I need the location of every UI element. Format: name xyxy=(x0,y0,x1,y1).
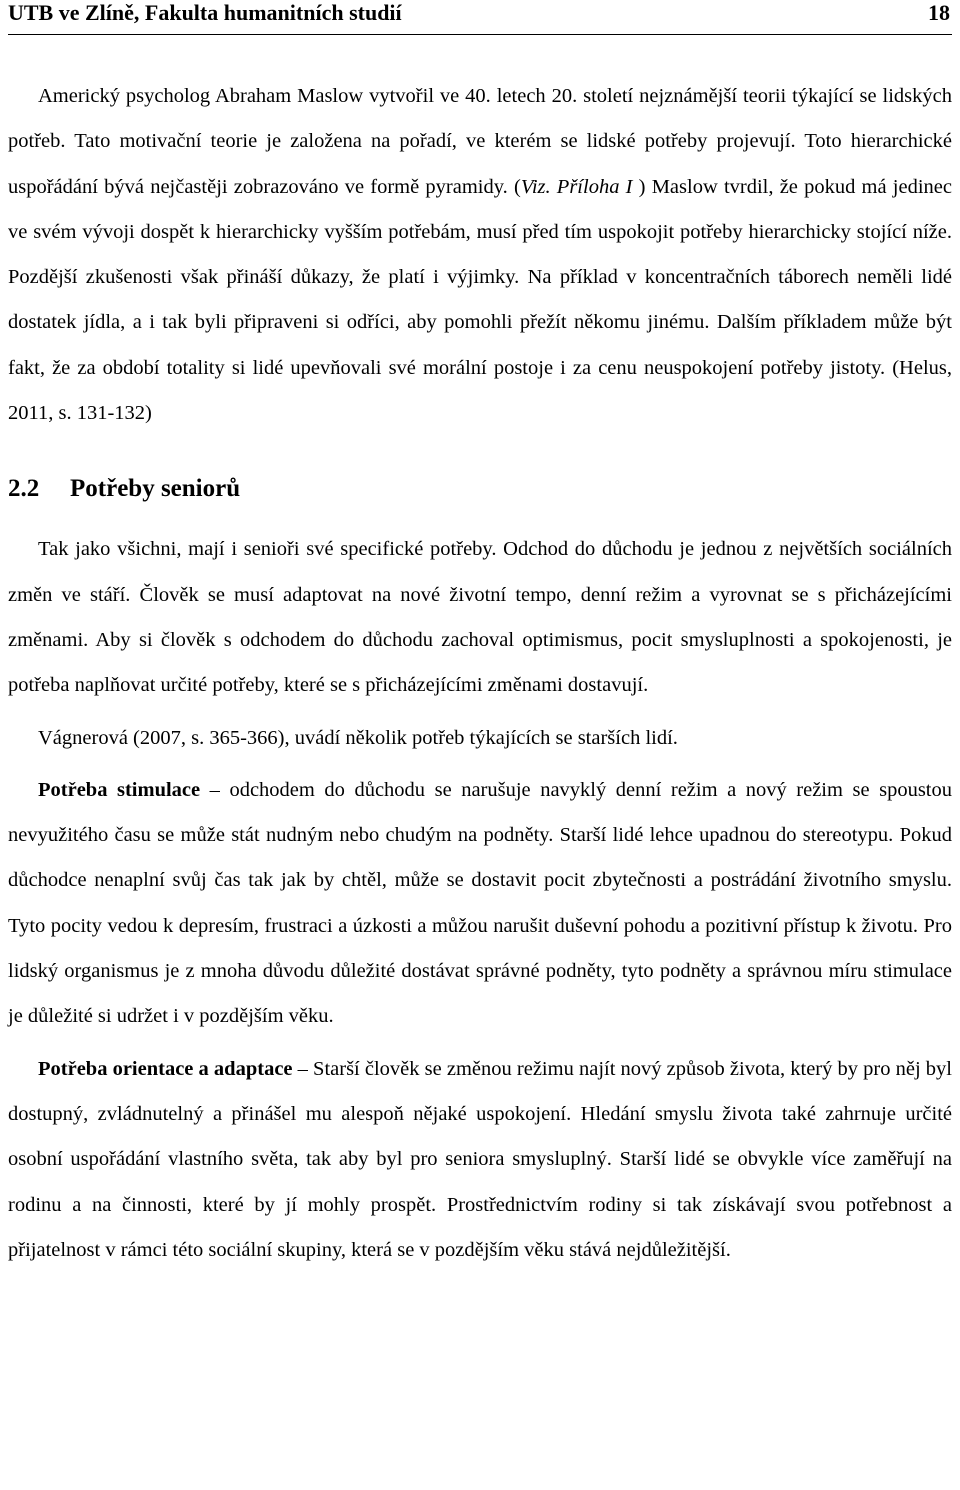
section-title: Potřeby seniorů xyxy=(70,475,241,503)
document-body xyxy=(8,74,952,1273)
orientation-lead: Potřeba orientace a adaptace xyxy=(38,1057,293,1080)
page-header xyxy=(8,0,952,35)
stimulation-text: – odchodem do důchodu se narušuje navyklý denní režim a nový režim se spoustou nevyužitého času se může stát nudným nebo chudým na podněty. Starší lidé lehce upadnou do stereotypu. Pokud důchodce nenaplní svůj čas tak jak by chtěl, může se dostavit pocit zbytečnosti a postrádání životního smyslu. Tyto pocity vedou k depresím, frustraci a úzkosti a můžou narušit duševní pohodu a pozitivní přístup k životu. Pro lidský organismus je z mnoha důvodu důležité dostávat správné podněty, tyto podněty a správnou míru stimulace je důležité si udržet i v pozdějším věku. xyxy=(8,778,953,1028)
paragraph-maslow xyxy=(8,74,952,436)
paragraph-maslow-text-2: ) Maslow tvrdil, že pokud má jedinec ve svém vývoji dospět k hierarchicky vyšším potřebám, musí před tím uspokojit potřeby hierarchicky stojící níže. Pozdější zkušenosti však přináší důkazy, že platí i výjimky. Na příklad v koncentračních táborech neměli lidé dostatek jídla, a i tak byli připraveni si odříci, aby pomohli přežít někomu jinému. Dalším příkladem může být fakt, že za období totality si lidé upevňovali své morální postoje i za cenu neuspokojení potřeby jistoty. (Helus, 2011, s. 131-132) xyxy=(8,175,952,425)
appendix-reference: Viz. Příloha I xyxy=(520,175,633,198)
section-heading xyxy=(8,436,952,520)
header-title: UTB ve Zlíně, Fakulta humanitních studií xyxy=(8,0,402,25)
orientation-text: – Starší člověk se změnou režimu najít nový způsob života, který by pro něj byl dostupný, zvládnutelný a přinášel mu alespoň nějaké uspokojení. Hledání smyslu života také zahrnuje určité osobní uspořádání vlastního světa, tak aby byl pro seniora smysluplný. Starší lidé se obvykle více zaměřují na rodinu a na činnosti, které by jí mohly prospět. Prostřednictvím rodiny si tak získávají svou potřebnost a přijatelnost v rámci této sociální skupiny, která se v pozdějším věku stává nejdůležitější. xyxy=(8,1057,953,1261)
paragraph-senior-needs: Tak jako všichni, mají i senioři své specifické potřeby. Odchod do důchodu je jednou z největších sociálních změn ve stáří. Člověk se musí adaptovat na nové životní tempo, denní režim a vyrovnat se s přicházejícími změnami. Aby si člověk s odchodem do důchodu zachoval optimismus, pocit smysluplnosti a spokojenosti, je potřeba naplňovat určité potřeby, které se s přicházejícími změnami dostavují. xyxy=(8,538,952,697)
page-number: 18 xyxy=(928,0,950,25)
paragraph-maslow-text-1: Americký psycholog Abraham Maslow vytvořil ve 40. letech 20. století nejznámější teorii týkající se lidských potřeb. Tato motivační teorie je založena na pořadí, ve kterém se lidské potřeby projevují. Toto hierarchické uspořádání bývá nejčastěji zobrazováno ve formě pyramidy. ( xyxy=(8,85,952,198)
paragraph-orientation xyxy=(8,1047,952,1273)
section-number: 2.2 xyxy=(8,475,40,503)
stimulation-lead: Potřeba stimulace xyxy=(38,778,201,801)
paragraph-vagnerova: Vágnerová (2007, s. 365-366), uvádí několik potřeb týkajících se starších lidí. xyxy=(38,726,678,749)
paragraph-stimulation xyxy=(8,768,952,1040)
